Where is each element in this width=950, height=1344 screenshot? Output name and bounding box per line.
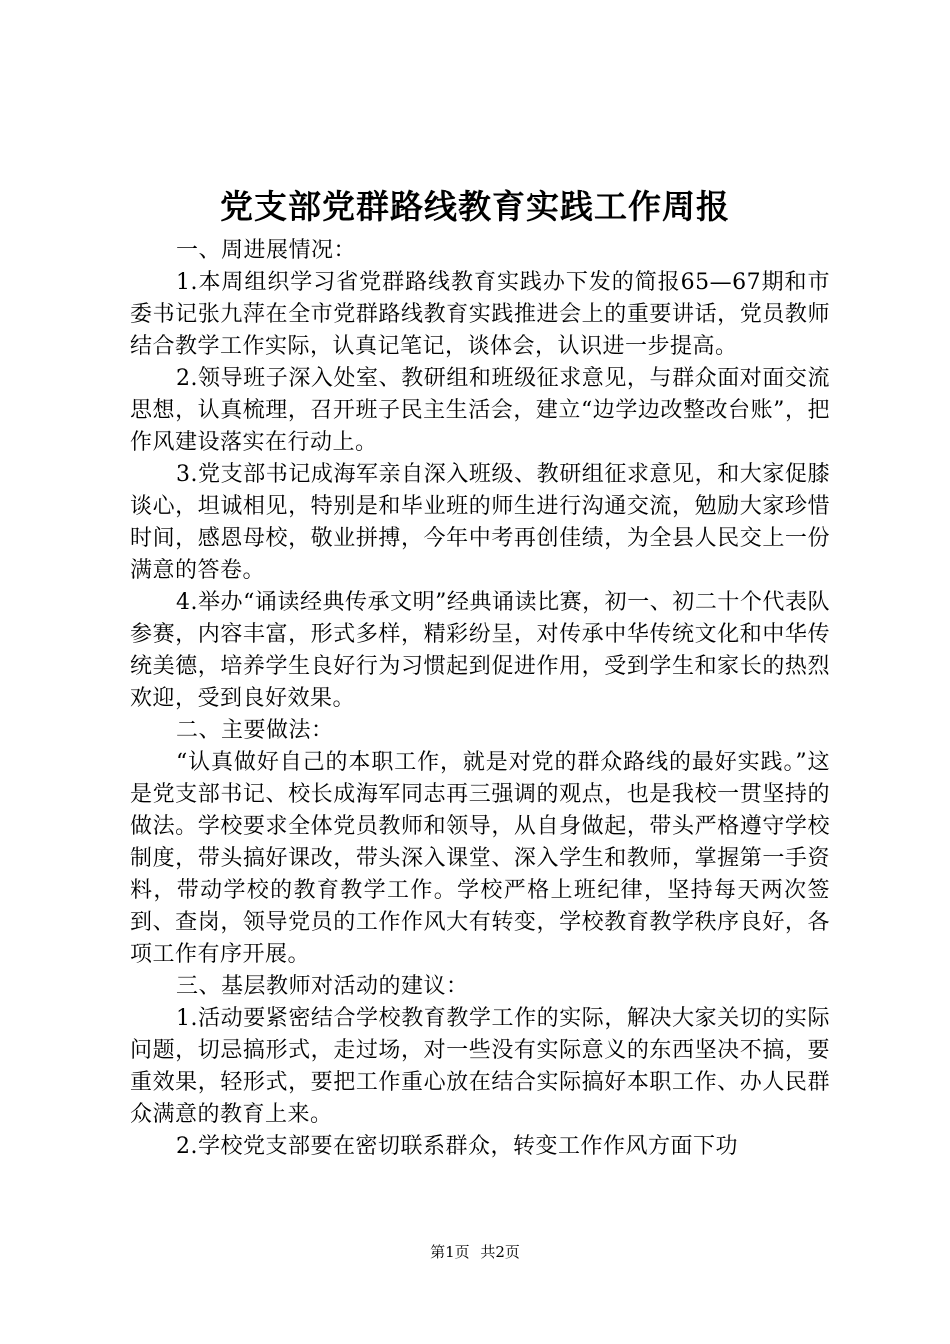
paragraph-suggestion-2: 2.学校党支部要在密切联系群众，转变工作作风方面下功 xyxy=(176,1134,738,1159)
paragraph-progress-2: 2.领导班子深入处室、教研组和班级征求意见，与群众面对面交流思想，认真梳理，召开班子民主生活会，建立“边学边改整改台账”，把作风建设落实在行动上。 xyxy=(130,366,830,455)
document-title: 党支部党群路线教育实践工作周报 xyxy=(220,187,730,226)
page-number: 第1页 xyxy=(430,1243,470,1261)
paragraph-progress-3: 3.党支部书记成海军亲自深入班级、教研组征求意见，和大家促膝谈心，坦诚相见，特别是和毕业班的师生进行沟通交流，勉励大家珍惜时间，感恩母校，敬业拼搏，今年中考再创佳绩，为全县人民交上一份满意的答卷。 xyxy=(130,462,830,583)
paragraph-progress-4: 4.举办“诵读经典传承文明”经典诵读比赛，初一、初二十个代表队参赛，内容丰富，形式多样，精彩纷呈，对传承中华传统文化和中华传统美德，培养学生良好行为习惯起到促进作用，受到学生和家长的热烈欢迎，受到良好效果。 xyxy=(130,590,830,711)
paragraph-suggestion-1: 1.活动要紧密结合学校教育教学工作的实际，解决大家关切的实际问题，切忌搞形式，走过场，对一些没有实际意义的东西坚决不搞，要重效果，轻形式，要把工作重心放在结合实际搞好本职工作、办人民群众满意的教育上来。 xyxy=(130,1006,830,1127)
section-heading-suggestions: 三、基层教师对活动的建议： xyxy=(176,974,469,999)
section-heading-methods: 二、主要做法： xyxy=(176,718,334,743)
section-heading-progress: 一、周进展情况： xyxy=(176,238,357,263)
paragraph-progress-1: 1.本周组织学习省党群路线教育实践办下发的简报65—67期和市委书记张九萍在全市党群路线教育实践推进会上的重要讲话，党员教师结合教学工作实际，认真记笔记，谈体会，认识进一步提高。 xyxy=(130,270,830,359)
page-footer xyxy=(0,1242,950,1262)
paragraph-methods: “认真做好自己的本职工作，就是对党的群众路线的最好实践。”这是党支部书记、校长成海军同志再三强调的观点，也是我校一贯坚持的做法。学校要求全体党员教师和领导，从自身做起，带头严格遵守学校制度，带头搞好课改，带头深入课堂、深入学生和教师，掌握第一手资料，带动学校的教育教学工作。学校严格上班纪律，坚持每天两次签到、查岗，领导党员的工作作风大有转变，学校教育教学秩序良好，各项工作有序开展。 xyxy=(130,750,830,967)
document-body xyxy=(130,235,830,1163)
page-total: 共2页 xyxy=(480,1243,520,1261)
